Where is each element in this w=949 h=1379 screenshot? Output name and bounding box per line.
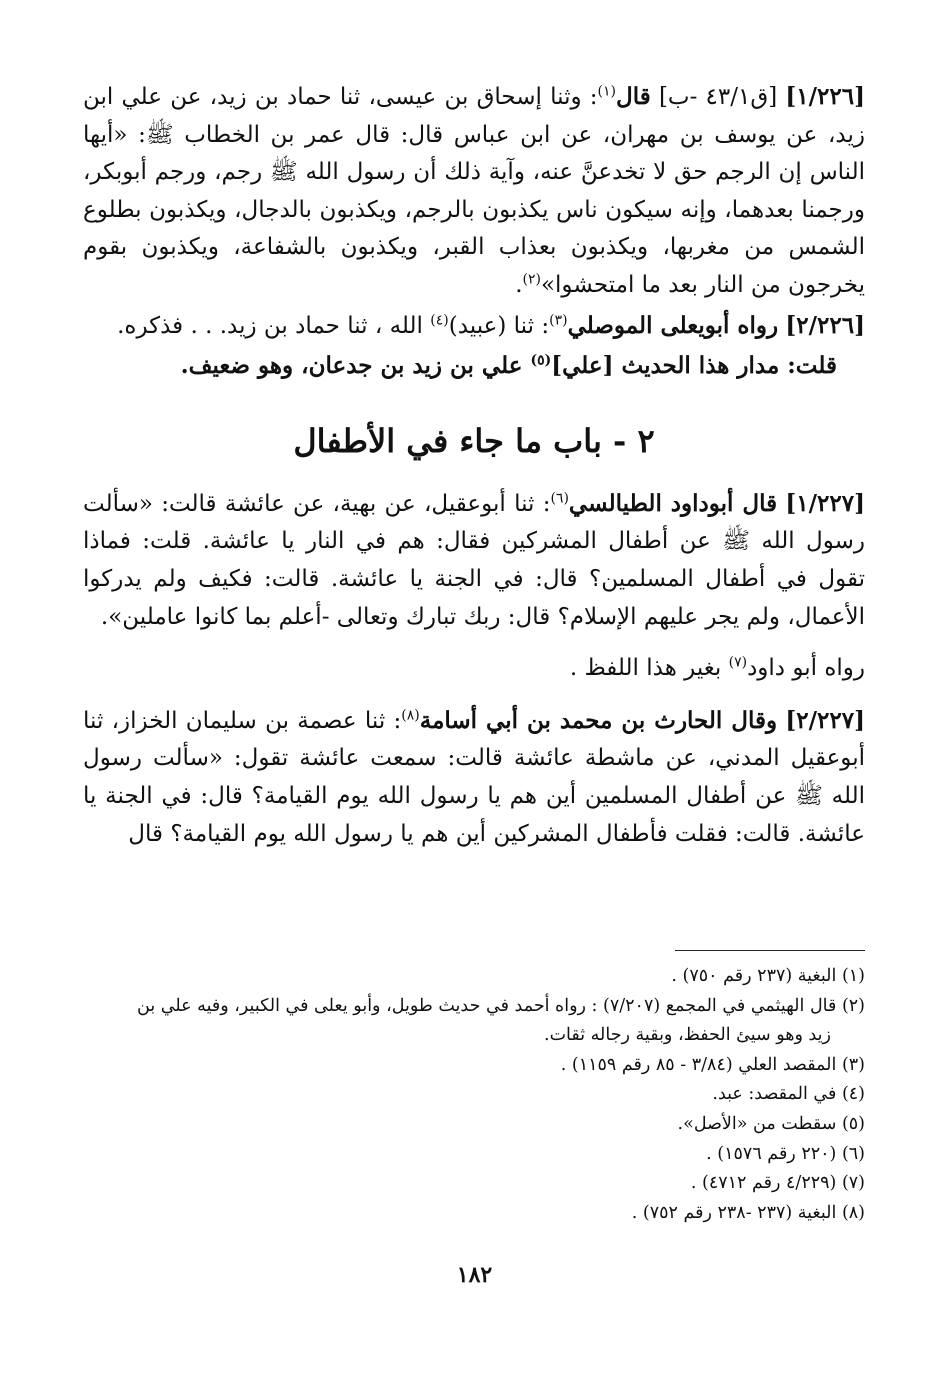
footnote-number: (٤): [841, 1084, 865, 1105]
hadith-ref: [٢/٢٢٧]: [785, 706, 866, 734]
hadith-text: : ثنا عصمة بن سليمان الخزاز، ثنا أبوعقيل المدني، عن ماشطة عائشة قالت: سمعت عائشة تقول: «سألت رسول الله ﷺ عن أطفال المسلمين أين هم يا رسول الله يوم القيامة؟ قال: في الجنة يا عائشة. قالت: فقلت فأطفال المشركين أين هم يا رسول الله يوم القيامة؟ قال: [83, 707, 865, 847]
footnote-marker: (١): [597, 83, 617, 100]
lead-text: رواه أبو داود: [747, 655, 865, 682]
footnote-number: (٣): [841, 1054, 865, 1075]
section-heading: ٢ - باب ما جاء في الأطفال: [293, 421, 655, 460]
footnote-continuation: زيد وهو سيئ الحفظ، وبقية رجاله ثقات.: [544, 1025, 831, 1046]
footnote-item: [83, 1169, 865, 1199]
hadith-paragraph-2-227: [83, 702, 865, 853]
comment-paragraph: [83, 347, 865, 385]
footnote-divider: [675, 950, 865, 951]
hadith-end: .: [515, 271, 523, 298]
lead-text: رواه أبويعلى الموصلي: [567, 311, 779, 339]
footnote-marker: (٣): [549, 311, 568, 328]
footnote-marker: (٥): [530, 352, 552, 369]
main-text: [83, 78, 865, 853]
hadith-text: : وثنا إسحاق بن عيسى، ثنا حماد بن زيد، عن علي ابن زيد، عن يوسف بن مهران، عن ابن عباس قال: قال عمر بن الخطاب ﷺ: «أيها الناس إن الرجم حق لا تخدعنَّ عنه، وآية ذلك أن رسول الله ﷺ رجم، ورجم أبوبكر، ورجمنا بعدهما، وإنه سيكون ناس يكذبون بالرجم، ويكذبون بالدجال، ويكذبون بطلوع الشمس من مغربها، ويكذبون بعذاب القبر، ويكذبون بالشفاعة، ويكذبون بقوم يخرجون من النار بعد ما امتحشوا»: [83, 84, 865, 298]
footnote-number: (٨): [841, 1202, 865, 1223]
hadith-paragraph-1-227: [83, 485, 865, 636]
hadith-paragraph-2-226: [83, 307, 865, 346]
hadith-text: الله ، ثنا حماد بن زيد. . . فذكره.: [117, 312, 431, 339]
footnote-text: البغية (٢٣٧ رقم ٧٥٠) .: [671, 966, 837, 986]
narration-paragraph: [83, 650, 865, 688]
footnote-text: في المقصد: عبد.: [712, 1084, 837, 1105]
footnote-marker: (٧): [728, 654, 748, 671]
page-number: ١٨٢: [456, 1262, 493, 1288]
narration-text: بغير هذا اللفظ .: [569, 655, 729, 682]
footnote-text: قال الهيثمي في المجمع (٧/٢٠٧) : رواه أحمد في حديث طويل، وأبو يعلى في الكبير، وفيه علي بن: [137, 995, 837, 1016]
footnote-text: سقطت من «الأصل».: [677, 1113, 837, 1134]
footnote-number: (٢): [841, 995, 865, 1016]
footnote-item: [83, 1199, 865, 1229]
footnote-marker: (٨): [401, 707, 420, 724]
footnote-number: (٦): [841, 1143, 865, 1164]
footnote-item: [83, 1080, 865, 1110]
footnote-item: [83, 1140, 865, 1170]
footnote-item: [83, 1051, 865, 1081]
hadith-paragraph-1-226: [83, 78, 865, 305]
hadith-text: : ثنا أبوعقيل، عن بهية، عن عائشة قالت: «سألت رسول الله ﷺ عن أطفال المشركين فقال: هم في النار يا عائشة. قلت: فماذا تقول في أطفال المسلمين؟ قال: في الجنة يا عائشة. قالت: فكيف ولم يدركوا الأعمال، ولم يجر عليهم الإسلام؟ قال: ربك تبارك وتعالى -أعلم بما كانوا عاملين».: [83, 490, 865, 630]
footnote-item: [83, 1110, 865, 1140]
footnote-marker: (٦): [550, 490, 569, 507]
footnote-number: (٥): [841, 1113, 865, 1134]
footnote-text: المقصد العلي (٣/٨٤ - ٨٥ رقم ١١٥٩) .: [560, 1054, 837, 1075]
footnote-marker: (٤): [430, 311, 449, 328]
footnote-item: [83, 992, 865, 1051]
lead-text: قال: [616, 83, 651, 110]
hadith-ref: [٢/٢٢٦]: [785, 311, 865, 339]
manuscript-source: [ق٤٣/١ -ب]: [658, 84, 778, 110]
hadith-ref: [١/٢٢٦]: [785, 83, 865, 110]
footnote-number: (١): [841, 966, 865, 986]
lead-text: قال أبوداود الطيالسي: [568, 489, 778, 517]
footnote-text: (٢٢٠ رقم ١٥٧٦) .: [706, 1143, 837, 1164]
comment-text: علي بن زيد بن جدعان، وهو ضعيف.: [180, 352, 531, 380]
footnote-item: [83, 962, 865, 992]
hadith-ref: [١/٢٢٧]: [785, 489, 865, 517]
footnote-number: (٧): [841, 1173, 865, 1194]
footnote-marker: (٢): [522, 271, 541, 288]
footnote-text: (٤/٢٢٩ رقم ٤٧١٢) .: [690, 1173, 837, 1194]
lead-text: قلت: مدار هذا الحديث [علي]: [551, 352, 837, 380]
footnotes: [83, 962, 865, 1228]
hadith-text: : ثنا (عبيد): [448, 312, 550, 339]
lead-text: وقال الحارث بن محمد بن أبي أسامة: [419, 706, 778, 734]
footnote-text: البغية (٢٣٧ -٢٣٨ رقم ٧٥٢) .: [631, 1202, 837, 1223]
